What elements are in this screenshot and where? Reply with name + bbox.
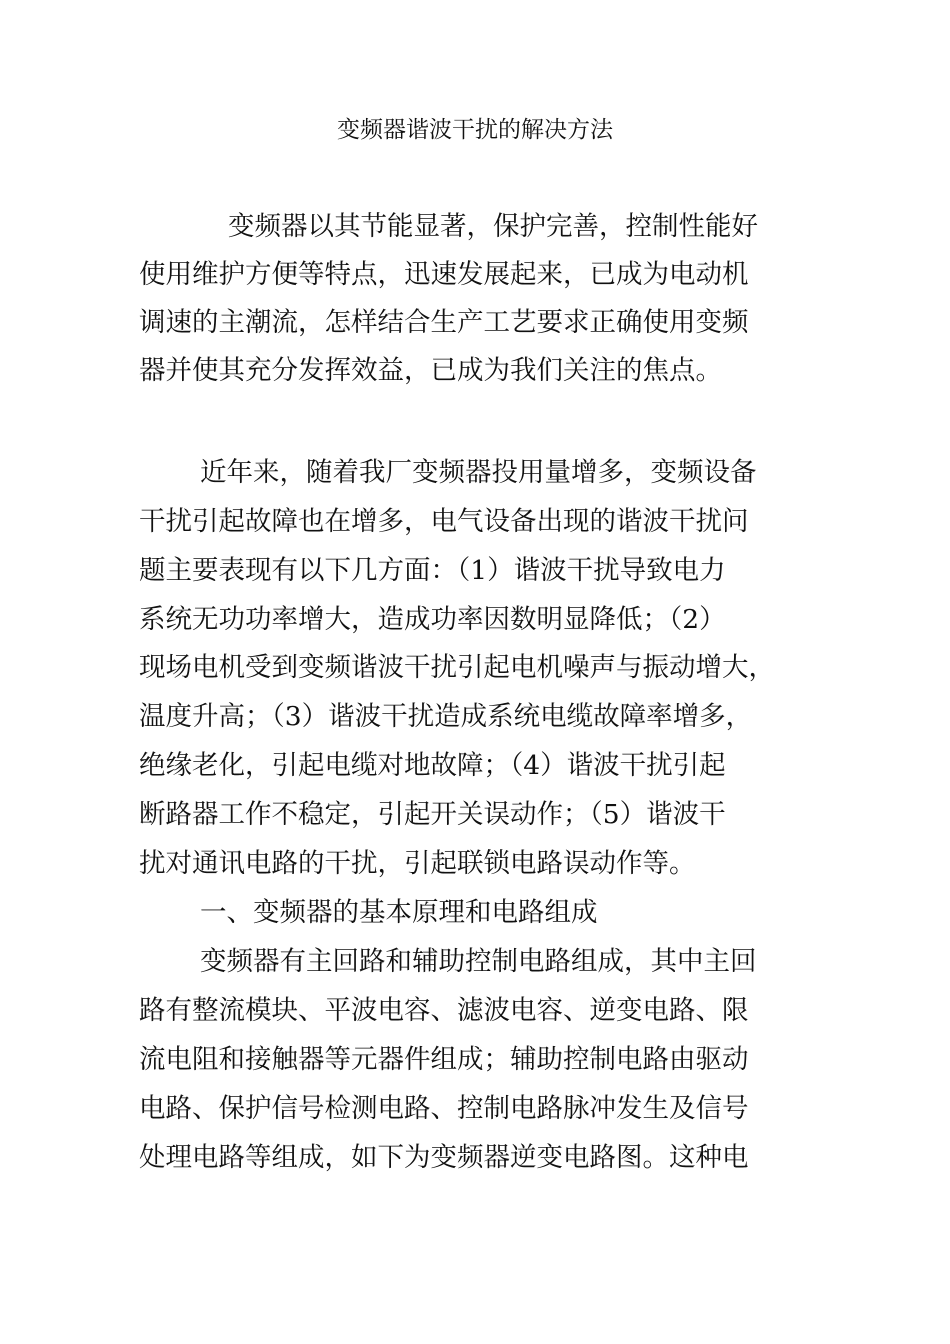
paragraph-line: 器并使其充分发挥效益，已成为我们关注的焦点。 xyxy=(139,355,722,386)
paragraph-line: 流电阻和接触器等元器件组成；辅助控制电路由驱动 xyxy=(139,1044,749,1075)
paragraph-line: 路有整流模块、平波电容、滤波电容、逆变电路、限 xyxy=(139,995,749,1026)
paragraph-line: 调速的主潮流，怎样结合生产工艺要求正确使用变频 xyxy=(139,307,749,338)
paragraph-line: 近年来，随着我厂变频器投用量增多，变频设备 xyxy=(200,457,757,488)
paragraph-line: 电路、保护信号检测电路、控制电路脉冲发生及信号 xyxy=(139,1093,749,1124)
paragraph-line: 断路器工作不稳定，引起开关误动作；（5）谐波干 xyxy=(139,799,726,830)
section-heading: 一、变频器的基本原理和电路组成 xyxy=(200,897,598,928)
paragraph-line: 绝缘老化，引起电缆对地故障；（4）谐波干扰引起 xyxy=(139,750,726,781)
paragraph-line: 题主要表现有以下几方面：（1）谐波干扰导致电力 xyxy=(139,555,726,586)
paragraph-line: 现场电机受到变频谐波干扰引起电机噪声与振动增大， xyxy=(139,652,775,683)
paragraph-line: 变频器有主回路和辅助控制电路组成，其中主回 xyxy=(200,946,757,977)
paragraph-line: 使用维护方便等特点，迅速发展起来，已成为电动机 xyxy=(139,259,749,290)
paragraph-line: 处理电路等组成，如下为变频器逆变电路图。这种电 xyxy=(139,1142,749,1173)
paragraph-line: 干扰引起故障也在增多，电气设备出现的谐波干扰问 xyxy=(139,506,749,537)
paragraph-line: 系统无功功率增大，造成功率因数明显降低；（2） xyxy=(139,604,726,635)
document-title: 变频器谐波干扰的解决方法 xyxy=(337,117,613,143)
paragraph-line: 变频器以其节能显著，保护完善，控制性能好 xyxy=(228,211,758,242)
paragraph-line: 温度升高；（3）谐波干扰造成系统电缆故障率增多， xyxy=(139,701,753,732)
paragraph-line: 扰对通讯电路的干扰，引起联锁电路误动作等。 xyxy=(139,848,696,879)
